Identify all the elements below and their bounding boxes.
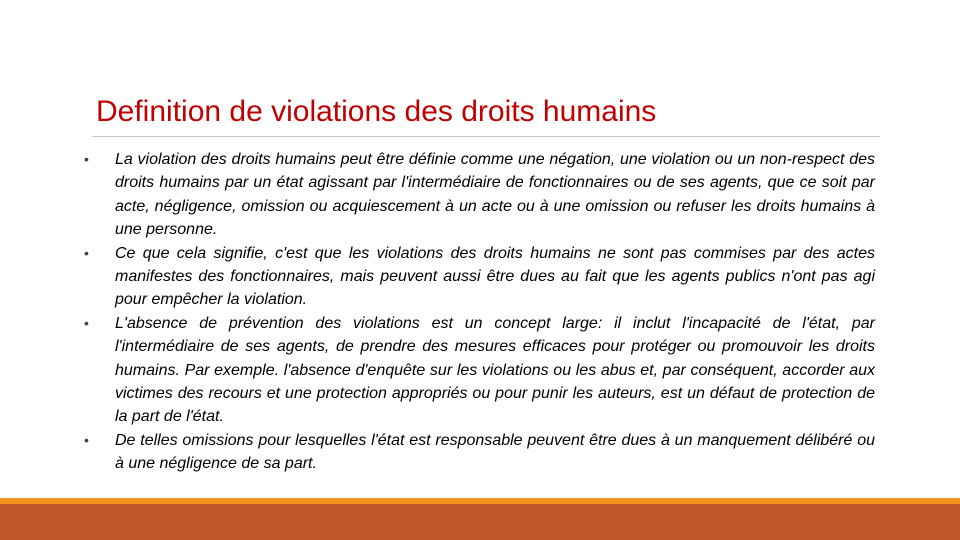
title-divider bbox=[92, 136, 880, 137]
bullet-marker: • bbox=[84, 431, 89, 448]
slide-title: Definition de violations des droits humains bbox=[96, 95, 657, 128]
bullet-list bbox=[84, 148, 875, 476]
bullet-text: L'absence de prévention des violations est un concept large: il inclut l'incapacité de l'état, par l'intermédiaire de ses agents, de prendre des mesures efficaces pour protéger ou promouvoir les droits humains. Par exemple. l'absence d'enquête sur les violations ou les abus et, par conséquent, accorder aux victimes des recours et une protection appropriés ou pour punir les auteurs, est un défaut de protection de la part de l'état. bbox=[115, 314, 875, 426]
bullet-text: De telles omissions pour lesquelles l'état est responsable peuvent être dues à un manquement délibéré ou à une négligence de sa part. bbox=[115, 431, 875, 473]
bullet-text: La violation des droits humains peut être définie comme une négation, une violation ou un non-respect des droits humains par un état agissant par l'intermédiaire de fonctionnaires ou de ses agents, que ce soit par acte, négligence, omission ou acquiescement à un acte ou à une omission ou refuser les droits humains à une personne. bbox=[115, 151, 875, 239]
bullet-item bbox=[84, 242, 875, 312]
bullet-item bbox=[84, 312, 875, 429]
bullet-text: Ce que cela signifie, c'est que les violations des droits humains ne sont pas commises par des actes manifestes des fonctionnaires, mais peuvent aussi être dues au fait que les agents publics n'ont pas agi pour empêcher la violation. bbox=[115, 244, 875, 309]
bullet-marker: • bbox=[84, 151, 89, 167]
bullet-item bbox=[84, 148, 875, 242]
bullet-marker: • bbox=[84, 314, 89, 331]
bullet-marker: • bbox=[84, 244, 89, 261]
bullet-item bbox=[84, 429, 875, 476]
footer-bar bbox=[0, 504, 960, 540]
